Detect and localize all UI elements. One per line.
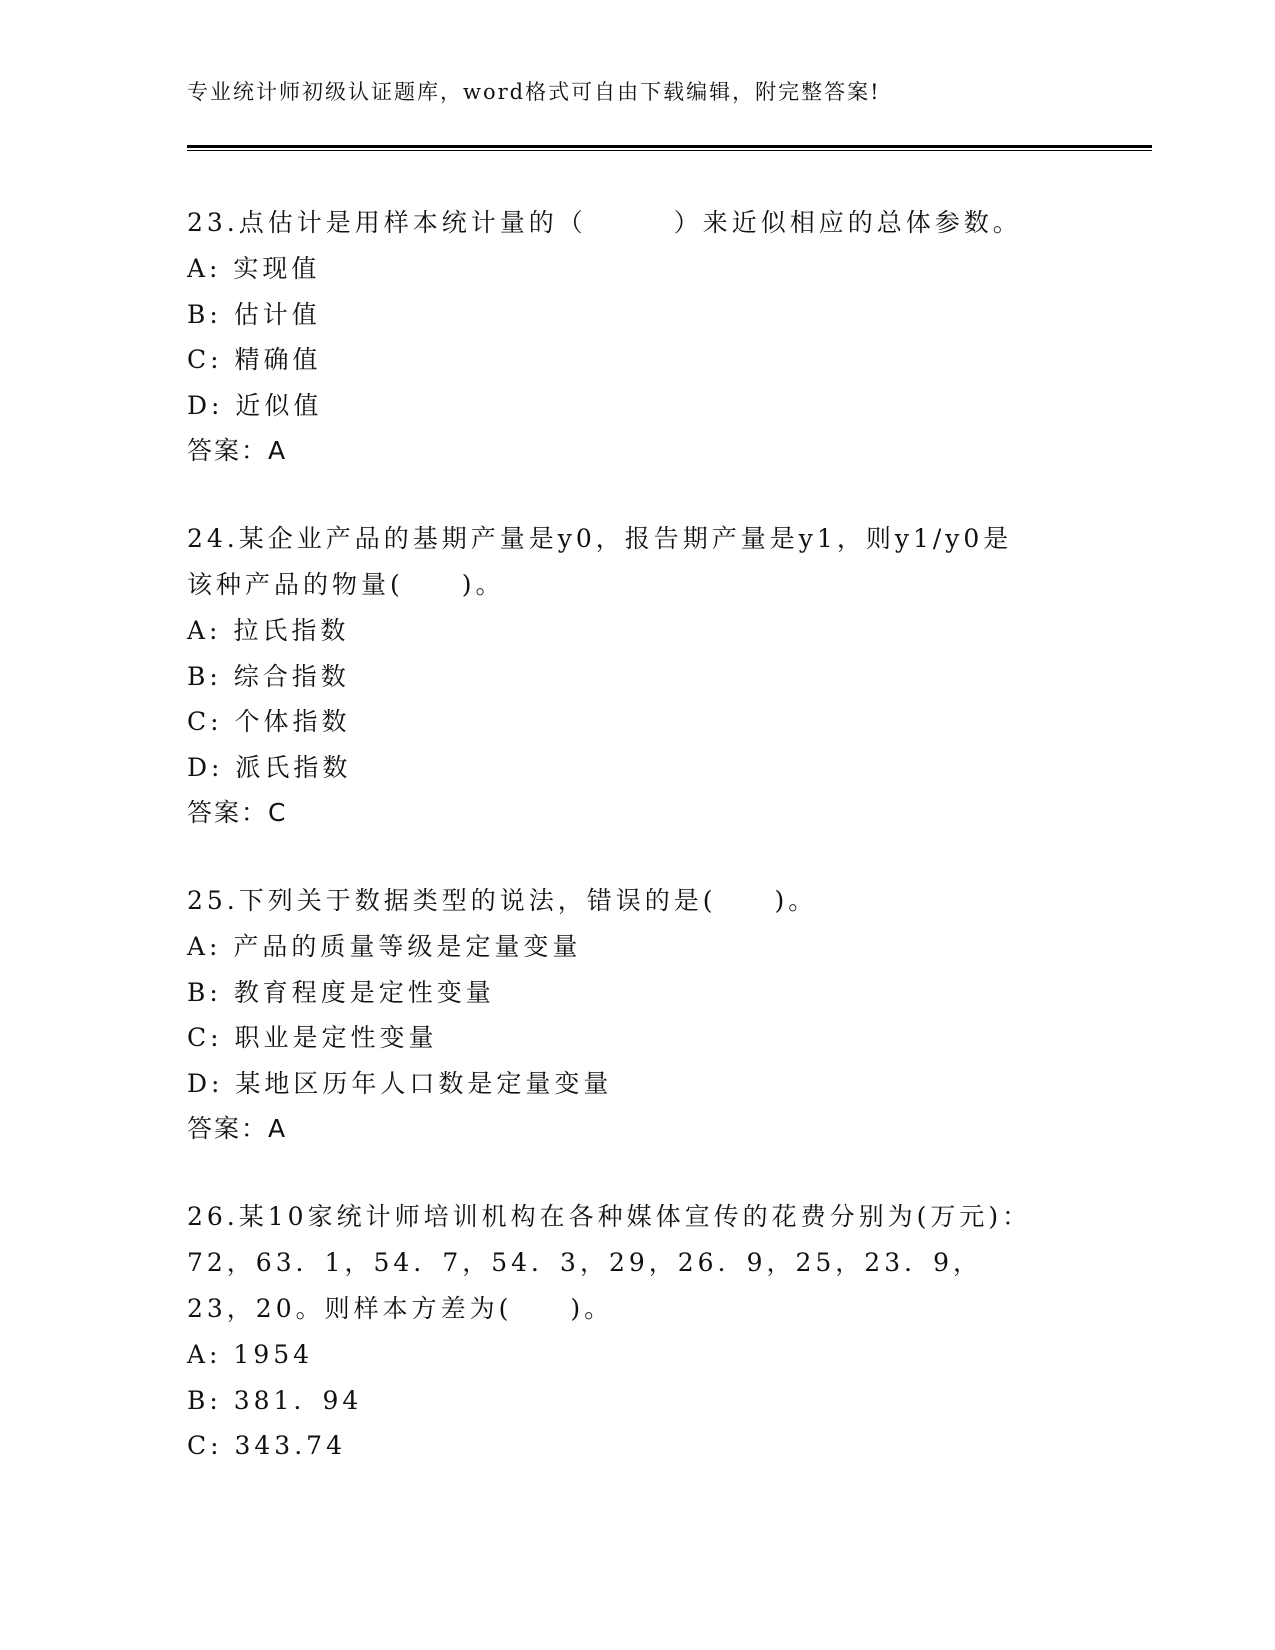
question-26 [187, 1194, 1087, 1469]
question-24 [187, 516, 1087, 836]
option-b: B: 综合指数 [187, 661, 350, 691]
option-a: A: 产品的质量等级是定量变量 [187, 932, 582, 961]
question-list [187, 200, 1087, 1511]
question-stem: 25.下列关于数据类型的说法，错误的是( )。 [187, 886, 818, 915]
option-a: A: 拉氏指数 [187, 616, 350, 645]
option-c: C: 343.74 [187, 1431, 346, 1460]
option-c: C: 个体指数 [187, 707, 351, 736]
header-rule-thick [187, 145, 1152, 148]
question-23 [187, 200, 1087, 474]
answer: 答案：A [187, 436, 288, 465]
option-b: B: 估计值 [187, 299, 321, 329]
question-stem: 26.某10家统计师培训机构在各种媒体宣传的花费分别为(万元)：72，63．1，54．7，54．3，29，26．9，25，23．9，23，20。则样本方差为( )。 [187, 1202, 1032, 1323]
option-d: D: 近似值 [187, 390, 323, 420]
question-25 [187, 878, 1087, 1152]
option-b: B: 381．94 [187, 1385, 363, 1415]
header-rule-thin [187, 150, 1152, 151]
option-b: B: 教育程度是定性变量 [187, 977, 495, 1007]
page-header: 专业统计师初级认证题库，word格式可自由下载编辑，附完整答案! [187, 80, 881, 104]
option-d: D: 某地区历年人口数是定量变量 [187, 1068, 613, 1098]
option-a: A: 1954 [187, 1340, 314, 1369]
option-c: C: 职业是定性变量 [187, 1023, 438, 1052]
option-d: D: 派氏指数 [187, 752, 352, 782]
option-c: C: 精确值 [187, 345, 322, 374]
answer: 答案：A [187, 1114, 288, 1143]
question-stem: 23.点估计是用样本统计量的（ ）来近似相应的总体参数。 [187, 208, 1022, 237]
option-a: A: 实现值 [187, 254, 321, 283]
answer: 答案：C [187, 798, 288, 827]
question-stem: 24.某企业产品的基期产量是y0，报告期产量是y1，则y1/y0是该种产品的物量( )。 [187, 524, 1013, 599]
